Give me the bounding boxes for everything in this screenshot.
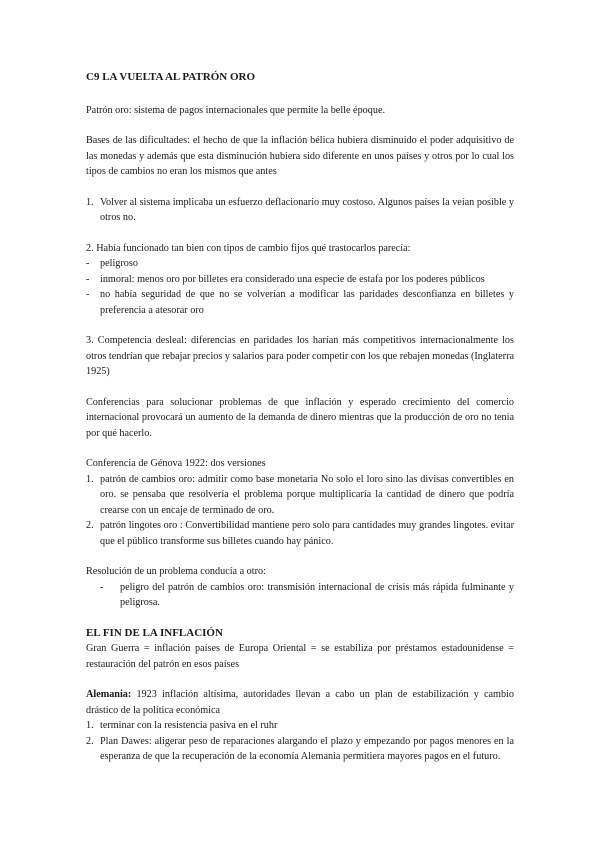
list-item-text: peligro del patrón de cambios oro: transmisión internacional de crisis más rápida fulminante y peligrosa.	[120, 581, 514, 608]
paragraph-resolucion: Resolución de un problema conducía a otro:	[86, 566, 266, 577]
list-alemania-medidas	[86, 718, 514, 765]
paragraph-patron-oro: Patrón oro: sistema de pagos internacionales que permite la belle époque.	[86, 104, 386, 116]
list-marker: 1.	[86, 473, 94, 485]
list-item	[86, 518, 514, 549]
list-item-text: Plan Dawes: aligerar peso de reparaciones alargando el plazo y empezando por pagos menores en la esperanza de que la recuperación de la economía Alemania permitiera mayores pagos en el futuro.	[100, 735, 514, 762]
section-heading: EL FIN DE LA INFLACIÓN	[86, 626, 223, 639]
list-item-text: peligroso	[100, 258, 138, 269]
list-genova-versiones	[86, 472, 514, 550]
alemania-text: 1923 inflación altísima, autoridades llevan a cabo un plan de estabilización y cambio drástico de la política económica	[86, 689, 514, 716]
list-item-text: Volver al sistema implicaba un esfuerzo deflacionario muy costoso. Algunos países la veían posible y otros no.	[100, 196, 514, 223]
list-item	[86, 195, 514, 226]
paragraph-competencia-desleal: 3. Competencia desleal: diferencias en paridades los harían más competitivos internacionalmente los otros tendrían que rebajar precios y salarios para poder competir con los que rebajen monedas (Inglaterra 1925)	[86, 335, 514, 377]
list-item	[86, 718, 514, 734]
list-item-text: terminar con la resistencia pasiva en el ruhr	[100, 720, 278, 731]
list-marker: 1.	[86, 196, 94, 208]
list-item-text: patrón lingotes oro : Convertibilidad mantiene pero solo para cantidades muy grandes lingotes. evitar que el público transforme sus billetes cuando hay pánico.	[100, 520, 514, 547]
list-trastocar-reasons	[86, 256, 514, 318]
paragraph-tipos-cambio: 2. Había funcionado tan bien con tipos de cambio fijos qué trastocarlos parecía:	[86, 242, 411, 254]
list-item-text: inmoral: menos oro por billetes era considerado una especie de estafa por los poderes públicos	[100, 273, 485, 285]
document-title: C9 LA VUELTA AL PATRÓN ORO	[86, 71, 256, 83]
list-marker: 2.	[86, 520, 94, 531]
list-marker: 1.	[86, 720, 94, 731]
list-marker: -	[86, 289, 90, 300]
alemania-label: Alemania:	[86, 689, 132, 700]
paragraph-genova: Conferencia de Génova 1922: dos versiones	[86, 458, 266, 469]
paragraph-gran-guerra: Gran Guerra = inflación países de Europa Oriental = se estabiliza por préstamos estadounidense = restauración del patrón en esos países	[86, 643, 514, 670]
list-marker: -	[86, 258, 90, 269]
list-item	[86, 287, 514, 318]
paragraph-bases-dificultades: Bases de las dificultades: el hecho de que la inflación bélica hubiera disminuido el poder adquisitivo de las monedas y además que esta disminución hubiera sido diferente en unos países y otros por lo cual los tipos de cambios no eran los mismos que antes	[86, 135, 514, 177]
list-marker: 2.	[86, 735, 94, 747]
list-item	[86, 472, 514, 519]
list-marker: -	[100, 581, 104, 593]
list-item	[86, 734, 514, 765]
list-item	[86, 272, 514, 288]
list-marker: -	[86, 273, 90, 285]
list-item	[86, 256, 514, 272]
list-peligro	[93, 580, 514, 611]
list-volver-sistema	[86, 195, 514, 226]
paragraph-alemania	[86, 687, 514, 718]
list-item	[93, 580, 514, 611]
list-item-text: patrón de cambios oro: admitir como base monetaria No solo el loro sino las divisas convertibles en oro. se pensaba que resolvería el problema porque multiplicaría la cantidad de dinero que podría crearse con un encaje de terminado de oro.	[100, 473, 514, 516]
list-item-text: no había seguridad de que no se volverían a modificar las paridades desconfianza en billetes y preferencia a atesorar oro	[100, 289, 514, 316]
paragraph-conferencias: Conferencias para solucionar problemas de que inflación y esperado crecimiento del comercio internacional provocará un aumento de la demanda de dinero mientras que la producción de oro no tenía por qué hacerlo.	[86, 396, 514, 439]
